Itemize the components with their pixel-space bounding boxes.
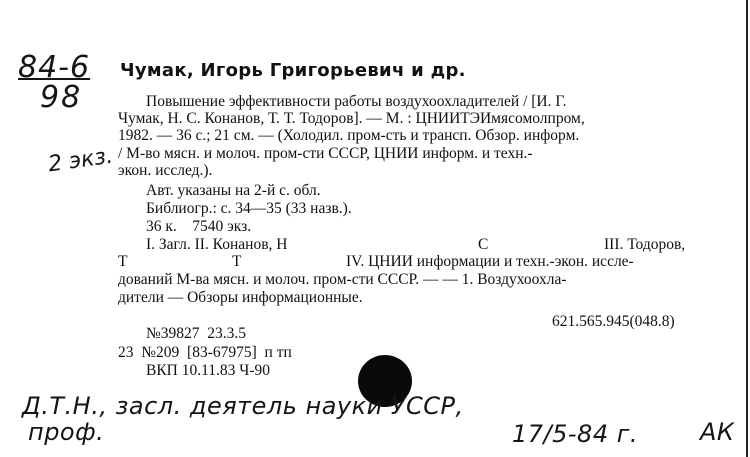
print-line: №39827 23.3.5: [146, 325, 247, 342]
print-line: ВКП 10.11.83 Ч-90: [146, 362, 271, 379]
tracing-initial: С: [478, 236, 489, 253]
body-line: экон. исслед.).: [118, 162, 213, 179]
tracing-initial: Т: [232, 253, 242, 270]
author-heading: Чумак, Игорь Григорьевич и др.: [120, 60, 466, 81]
note-line: Авт. указаны на 2-й с. обл.: [146, 182, 321, 199]
tracing-line: III. Тодоров,: [604, 236, 686, 253]
udc-number: 621.565.945(048.8): [552, 313, 675, 330]
handwritten-initials: АК: [700, 418, 735, 446]
tracing-line: IV. ЦНИИ информации и техн.-экон. иссле-: [346, 253, 634, 270]
tracing-line: I. Загл. II. Конанов, Н: [146, 236, 288, 253]
body-line: Повышение эффективности работы воздухоохладителей / [И. Г.: [146, 93, 567, 110]
note-line: Библиогр.: с. 34—35 (33 назв.).: [146, 200, 352, 217]
volume-mark: 2 экз.: [46, 143, 115, 178]
shelfmark-bottom: 98: [40, 80, 83, 115]
tracing-initial: Т: [118, 253, 128, 270]
card-right-edge: [746, 0, 748, 457]
print-line: 23 №209 [83-67975] п тп: [118, 344, 292, 361]
body-line: Чумак, Н. С. Конанов, Т. Т. Тодоров]. — М. : ЦНИИТЭИмясомолпром,: [118, 110, 585, 127]
handwritten-note: проф.: [28, 418, 105, 446]
tracing-line: дители — Обзоры информационные.: [118, 289, 363, 306]
note-line: 36 к. 7540 экз.: [146, 218, 252, 235]
handwritten-date: 17/5-84 г.: [512, 420, 638, 448]
shelfmark-top: 84-6: [18, 50, 91, 85]
tracing-line: дований М-ва мясн. и молоч. пром-сти СССР. — — 1. Воздухоохла-: [118, 271, 567, 288]
handwritten-note: Д.Т.Н., засл. деятель науки УССР,: [22, 392, 464, 420]
body-line: 1982. — 36 с.; 21 см. — (Холодил. пром-сть и трансп. Обзор. информ.: [118, 127, 580, 144]
body-line: / М-во мясн. и молоч. пром-сти СССР, ЦНИИ информ. и техн.-: [118, 145, 533, 162]
